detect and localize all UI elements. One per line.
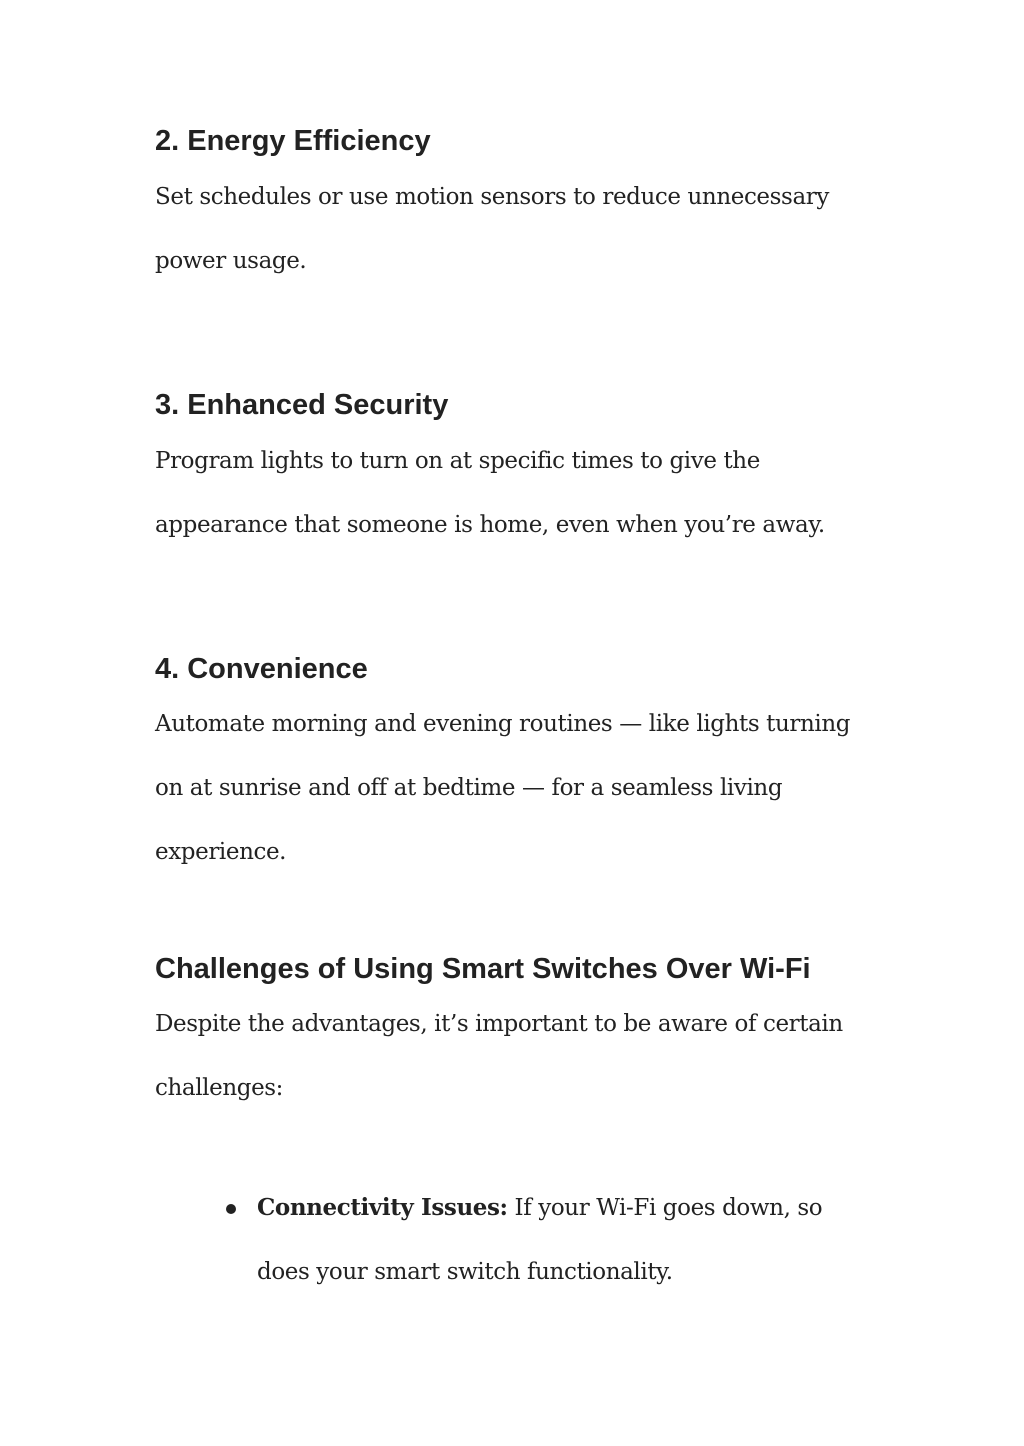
paragraph-line: Despite the advantages, it’s important to be aware of certain: [155, 1011, 843, 1037]
bullet-line: does your smart switch functionality.: [257, 1259, 673, 1285]
paragraph-line: Set schedules or use motion sensors to reduce unnecessary: [155, 184, 829, 210]
bullet-label: Connectivity Issues:: [257, 1194, 508, 1221]
heading-enhanced-security: 3. Enhanced Security: [155, 389, 449, 421]
paragraph-line: on at sunrise and off at bedtime — for a seamless living: [155, 775, 783, 801]
paragraph-line: Program lights to turn on at specific times to give the: [155, 448, 760, 474]
heading-energy-efficiency: 2. Energy Efficiency: [155, 125, 431, 157]
heading-challenges: Challenges of Using Smart Switches Over Wi-Fi: [155, 953, 811, 985]
bullet-text: If your Wi-Fi goes down, so: [507, 1195, 823, 1221]
bullet-dot-icon: [226, 1204, 236, 1214]
paragraph-line: challenges:: [155, 1075, 284, 1101]
heading-convenience: 4. Convenience: [155, 653, 368, 685]
paragraph-line: power usage.: [155, 248, 307, 274]
bullet-line: [257, 1192, 822, 1224]
paragraph-line: Automate morning and evening routines — like lights turning: [155, 711, 851, 737]
paragraph-line: experience.: [155, 839, 287, 865]
paragraph-line: appearance that someone is home, even when you’re away.: [155, 512, 825, 538]
